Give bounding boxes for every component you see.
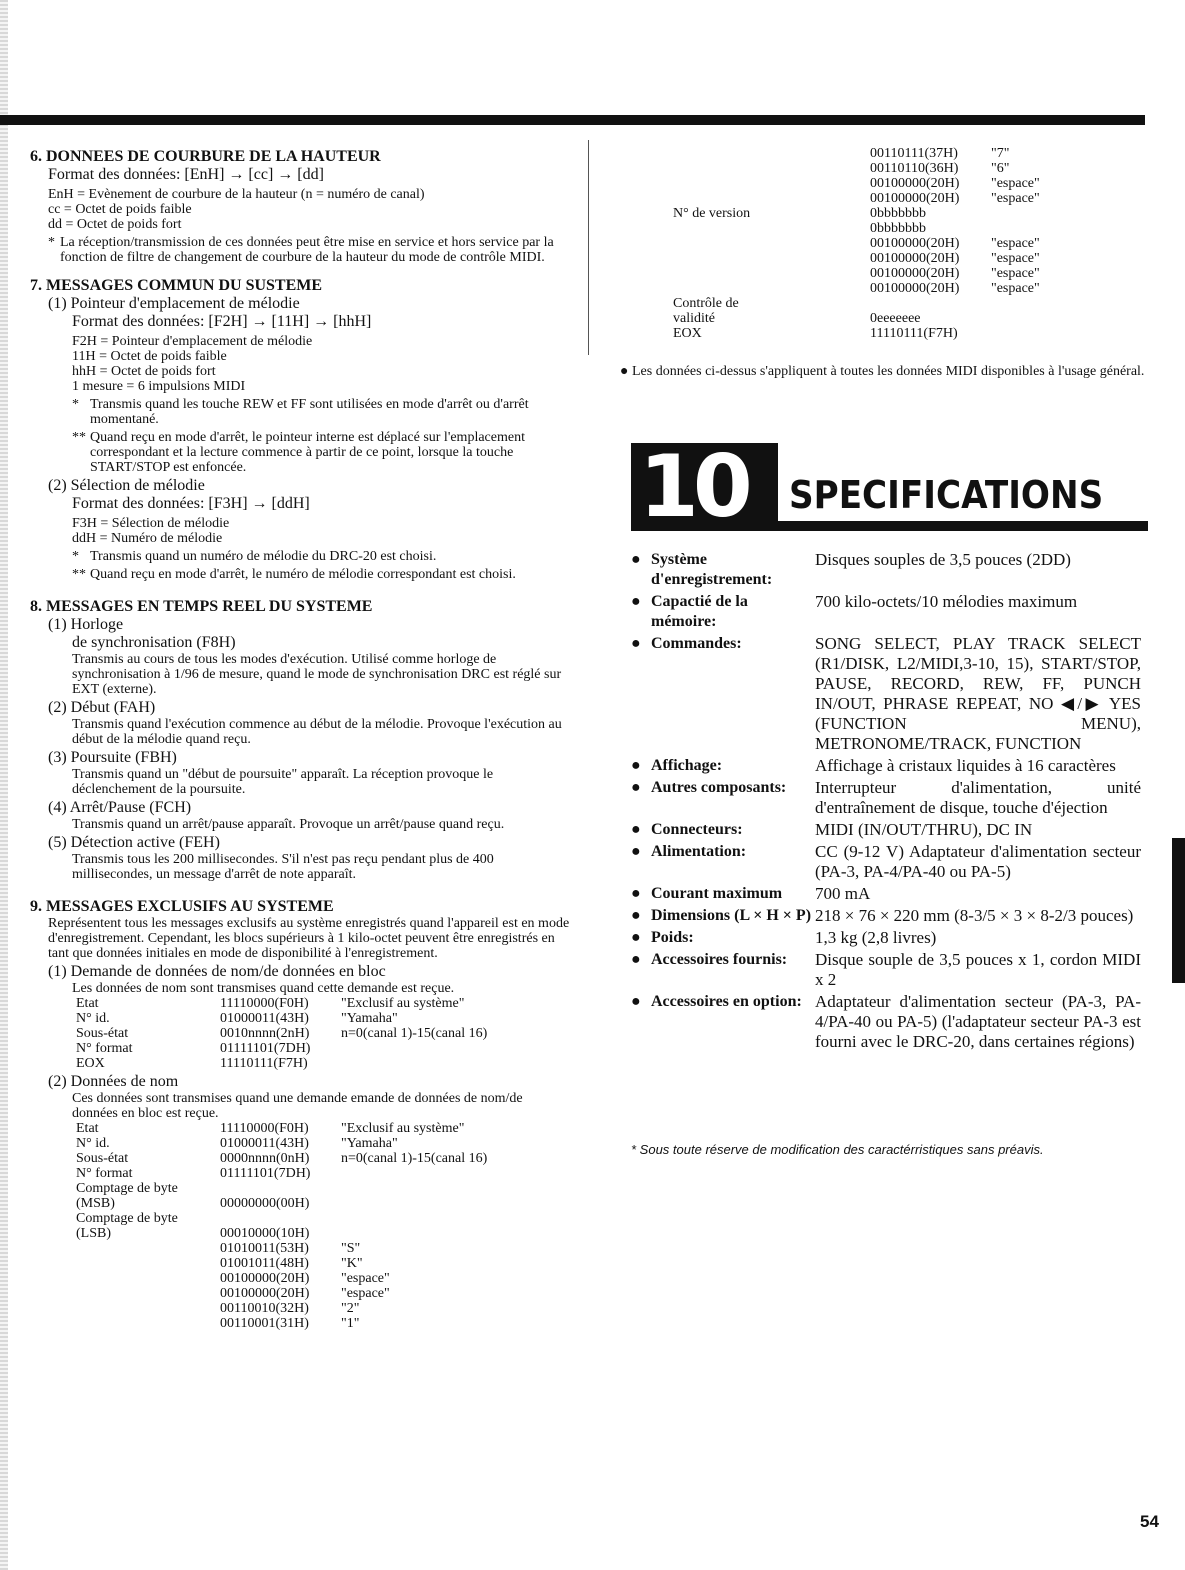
table-row (76, 1011, 487, 1026)
section-9-sub1-text: Les données de nom sont transmises quand cette demande est reçue. (72, 981, 455, 996)
value-meaning (991, 311, 1040, 326)
section-7-def: hhH = Octet de poids fort (72, 364, 216, 379)
table-row (673, 161, 1040, 176)
table-row (76, 1166, 487, 1181)
binary-value: 00110110(36H) (870, 161, 959, 176)
value-meaning: "Exclusif au système" (341, 996, 465, 1011)
value-meaning: "Yamaha" (341, 1011, 398, 1026)
section-9-sub1-title: (1) Demande de données de nom/de données en bloc (48, 963, 386, 980)
table-row (673, 266, 1040, 281)
field-label: EOX (76, 1056, 105, 1071)
section-7-sub2-format: Format des données: [F3H] → [ddH] (72, 495, 310, 512)
chapter-number-block (631, 437, 778, 537)
binary-value: 01000011(43H) (220, 1136, 309, 1151)
spec-label (631, 634, 815, 754)
spec-row (631, 550, 1141, 590)
field-label (673, 161, 870, 176)
table-row (76, 1241, 487, 1256)
value-meaning (341, 1196, 487, 1211)
section-7-note-text: Transmis quand les touche REW et FF sont utilisées en mode d'arrêt ou d'arrêt momentané. (90, 397, 529, 427)
spec-label-text: Connecteurs: (651, 821, 743, 838)
left-column (30, 148, 570, 1331)
binary-value: 11110000(F0H) (220, 996, 309, 1011)
value-meaning (341, 1166, 487, 1181)
spec-label (631, 884, 815, 904)
field-label: N° de version (673, 206, 751, 221)
spec-label-text: Affichage: (651, 757, 723, 774)
section-9-sub2-text: Ces données sont transmises quand une demande emande de données de nom/de données en bloc est reçue. (72, 1091, 523, 1121)
spec-label-text: Accessoires en option: (651, 993, 802, 1010)
value-meaning: "Exclusif au système" (341, 1121, 465, 1136)
spec-row (631, 884, 1141, 904)
bullet-icon: ● (620, 364, 629, 379)
spec-row (631, 842, 1141, 882)
spec-row (631, 820, 1141, 840)
right-note-text: Les données ci-dessus s'appliquent à toutes les données MIDI disponibles à l'usage général. (632, 364, 1145, 379)
field-label: Contrôle de (673, 296, 739, 311)
table-row (673, 176, 1040, 191)
binary-value: 00100000(20H) (870, 281, 960, 296)
table-row (673, 251, 1040, 266)
section-6-note-text: La réception/transmission de ces données peut être mise en service et hors service par la fonction de filtre de changement de courbure de la hauteur du mode de contrôle MIDI. (60, 235, 554, 265)
value-meaning: "espace" (991, 191, 1040, 206)
section-6 (30, 148, 570, 265)
spec-label-text: Poids: (651, 929, 694, 946)
binary-value: 01000011(43H) (220, 1011, 309, 1026)
field-label: EOX (673, 326, 702, 341)
chapter-header (631, 437, 1148, 537)
field-label (673, 236, 870, 251)
spec-label-text: Système d'enregistrement: (651, 551, 773, 588)
spec-label (631, 906, 815, 926)
value-meaning: "espace" (341, 1271, 390, 1286)
spec-value: CC (9-12 V) Adaptateur d'alimentation secteur (PA-3, PA-4/PA-40 ou PA-5) (815, 842, 1141, 881)
binary-value: 11110000(F0H) (220, 1121, 309, 1136)
binary-value: 00000000(00H) (220, 1196, 310, 1211)
spec-row (631, 928, 1141, 948)
table-row (673, 326, 1040, 341)
section-8-item-text: Transmis quand l'exécution commence au début de la mélodie. Provoque l'exécution au début de la mélodie quand reçu. (72, 717, 562, 747)
spec-label (631, 992, 815, 1052)
bullet-icon: ● (631, 757, 641, 774)
section-6-def: cc = Octet de poids faible (48, 202, 192, 217)
field-label (76, 1286, 220, 1301)
table-row (76, 1136, 487, 1151)
table-row (76, 1121, 487, 1136)
bullet-icon: ● (631, 843, 641, 860)
value-meaning (991, 296, 1040, 311)
field-label (673, 251, 870, 266)
bullet-icon: ● (631, 951, 641, 968)
value-meaning: "2" (341, 1301, 360, 1316)
section-8-item-title: (5) Détection active (FEH) (48, 834, 220, 851)
spec-label (631, 820, 815, 840)
section-7-note-text: Quand reçu en mode d'arrêt, le pointeur interne est déplacé sur l'emplacement correspondant et la lecture commence à partir de ce point, lorsque la touche START/STOP est enfoncée. (90, 430, 525, 475)
table-row (673, 221, 1040, 236)
binary-value: 00100000(20H) (220, 1286, 310, 1301)
field-label (673, 191, 870, 206)
spec-label (631, 928, 815, 948)
table-row (673, 296, 1040, 311)
spec-row (631, 634, 1141, 754)
spec-value: 1,3 kg (2,8 livres) (815, 928, 937, 947)
asterisk-mark: ** (72, 430, 86, 445)
table-row (76, 1301, 487, 1316)
binary-value (220, 1211, 341, 1226)
spec-label-text: Autres composants: (651, 779, 787, 796)
section-8 (30, 598, 570, 882)
chapter-title: SPECIFICATIONS (789, 473, 1104, 517)
bullet-icon: ● (631, 551, 641, 568)
section-9-sub2-title: (2) Données de nom (48, 1073, 179, 1090)
value-meaning (991, 221, 1040, 236)
spec-value: Interrupteur d'alimentation, unité d'entraînement de disque, touche d'éjection (815, 778, 1141, 817)
spec-row (631, 906, 1141, 926)
section-9-title: 9. MESSAGES EXCLUSIFS AU SYSTEME (30, 898, 334, 915)
binary-value: 01001011(48H) (220, 1256, 309, 1271)
table-row (673, 146, 1040, 161)
section-9-sub2-table (76, 1121, 487, 1331)
value-meaning: "Yamaha" (341, 1136, 398, 1151)
value-meaning: "espace" (991, 266, 1040, 281)
value-meaning (341, 1041, 487, 1056)
section-8-item-text: Transmis quand un "début de poursuite" apparaît. La réception provoque le déclenchement de la poursuite. (72, 767, 494, 797)
value-meaning: n=0(canal 1)-15(canal 16) (341, 1026, 488, 1041)
spec-label-text: Dimensions (L × H × P) (651, 907, 812, 924)
table-row (76, 1226, 487, 1241)
table-row (673, 281, 1040, 296)
section-7-note-text: Transmis quand un numéro de mélodie du DRC-20 est choisi. (90, 549, 437, 564)
value-meaning (991, 326, 1040, 341)
value-meaning (341, 1226, 487, 1241)
table-row (76, 1026, 487, 1041)
section-8-item-title: (4) Arrêt/Pause (FCH) (48, 799, 192, 816)
section-6-def: dd = Octet de poids fort (48, 217, 182, 232)
field-label (673, 266, 870, 281)
binary-value: 0bbbbbbb (870, 206, 926, 221)
spec-label (631, 756, 815, 776)
table-row (673, 206, 1040, 221)
field-label (673, 221, 870, 236)
binary-value (220, 1181, 341, 1196)
section-8-item-text: Transmis quand un arrêt/pause apparaît. Provoque un arrêt/pause quand reçu. (72, 817, 505, 832)
binary-value: 00110010(32H) (220, 1301, 309, 1316)
field-label: N° id. (76, 1011, 110, 1026)
thumb-tab (1172, 838, 1185, 983)
value-meaning: "6" (991, 161, 1010, 176)
table-row (76, 1286, 487, 1301)
binary-value: 0010nnnn(2nH) (220, 1026, 310, 1041)
field-label: Etat (76, 1121, 99, 1136)
section-6-note (48, 235, 570, 265)
value-meaning: n=0(canal 1)-15(canal 16) (341, 1151, 488, 1166)
section-7-title: 7. MESSAGES COMMUN DU SUSTEME (30, 277, 323, 294)
binary-value: 00100000(20H) (870, 176, 960, 191)
field-label: (MSB) (76, 1196, 115, 1211)
page-number: 54 (1140, 1512, 1159, 1531)
table-row (76, 1316, 487, 1331)
right-note (620, 363, 1150, 380)
spec-label-text: Courant maximum (651, 885, 783, 902)
footnote: * Sous toute réserve de modification des caractérristiques sans préavis. (631, 1142, 1044, 1157)
binary-value: 01111101(7DH) (220, 1166, 311, 1181)
value-meaning: "7" (991, 146, 1010, 161)
field-label: Comptage de byte (76, 1211, 178, 1226)
table-row (673, 236, 1040, 251)
binary-value: 00110111(37H) (870, 146, 958, 161)
table-row (76, 1151, 487, 1166)
field-label: Comptage de byte (76, 1181, 178, 1196)
spec-label-text: Accessoires fournis: (651, 951, 788, 968)
section-6-def: EnH = Evènement de courbure de la hauteur (n = numéro de canal) (48, 187, 425, 202)
section-7-def: 11H = Octet de poids faible (72, 349, 227, 364)
field-label (76, 1241, 220, 1256)
section-7 (30, 277, 570, 582)
binary-value (870, 296, 991, 311)
field-label (76, 1316, 220, 1331)
value-meaning: "1" (341, 1316, 360, 1331)
value-meaning: "espace" (991, 251, 1040, 266)
field-label: Sous-état (76, 1151, 129, 1166)
binary-value: 00100000(20H) (870, 236, 960, 251)
spec-label (631, 550, 815, 590)
binary-value: 00100000(20H) (220, 1271, 310, 1286)
spec-value: Disque souple de 3,5 pouces x 1, cordon MIDI x 2 (815, 950, 1141, 989)
field-label: N° format (76, 1166, 133, 1181)
section-7-note (72, 549, 570, 564)
chapter-number: 10 (639, 437, 747, 537)
field-label: N° id. (76, 1136, 110, 1151)
value-meaning: "espace" (991, 236, 1040, 251)
bullet-icon: ● (631, 593, 641, 610)
spec-row (631, 950, 1141, 990)
section-7-def: ddH = Numéro de mélodie (72, 531, 223, 546)
spec-label (631, 950, 815, 990)
top-rule (0, 115, 1145, 125)
spec-value: 700 kilo-octets/10 mélodies maximum (815, 592, 1078, 611)
section-7-sub1-title: (1) Pointeur d'emplacement de mélodie (48, 295, 300, 312)
field-label: N° format (76, 1041, 133, 1056)
section-8-title: 8. MESSAGES EN TEMPS REEL DU SYSTEME (30, 598, 373, 615)
binary-value: 0bbbbbbb (870, 221, 926, 236)
bullet-icon: ● (631, 907, 641, 924)
bullet-icon: ● (631, 993, 641, 1010)
scan-edge (0, 0, 8, 1570)
binary-value: 01111101(7DH) (220, 1041, 311, 1056)
binary-value: 11110111(F7H) (220, 1056, 308, 1071)
table-row (673, 311, 1040, 326)
binary-value: 00010000(10H) (220, 1226, 310, 1241)
asterisk-mark: * (48, 235, 55, 250)
table-row (76, 1256, 487, 1271)
value-meaning: "S" (341, 1241, 361, 1256)
value-meaning (341, 1211, 487, 1226)
bullet-icon: ● (631, 821, 641, 838)
asterisk-mark: ** (72, 567, 86, 582)
spec-value: 218 × 76 × 220 mm (8-3/5 × 3 × 8-2/3 pouces) (815, 906, 1134, 925)
section-9-sub1-table (76, 996, 487, 1071)
value-meaning (991, 206, 1040, 221)
table-row (76, 996, 487, 1011)
bullet-icon: ● (631, 779, 641, 796)
binary-value: 11110111(F7H) (870, 326, 958, 341)
section-7-sub2-title: (2) Sélection de mélodie (48, 477, 205, 494)
binary-value: 0000nnnn(0nH) (220, 1151, 310, 1166)
section-8-item-title: de synchronisation (F8H) (72, 634, 236, 651)
spec-label (631, 778, 815, 818)
asterisk-mark: * (72, 549, 79, 564)
table-row (673, 191, 1040, 206)
section-8-item-text: Transmis au cours de tous les modes d'exécution. Utilisé comme horloge de synchronisation à 1/96 de mesure, quand le mode de synchronisation DRC est réglé sur EXT (externe). (72, 652, 562, 697)
spec-label-text: Commandes: (651, 635, 742, 652)
field-label: Etat (76, 996, 99, 1011)
value-meaning: "espace" (991, 176, 1040, 191)
spec-label (631, 592, 815, 632)
section-6-title: 6. DONNEES DE COURBURE DE LA HAUTEUR (30, 148, 381, 165)
section-6-format: Format des données: [EnH] → [cc] → [dd] (48, 166, 324, 183)
section-8-item-text: Transmis tous les 200 millisecondes. S'il n'est pas reçu pendant plus de 400 millisecondes, un message d'arrêt de note apparaît. (72, 852, 494, 882)
specifications-list (631, 550, 1141, 1054)
table-row (76, 1271, 487, 1286)
spec-value: Adaptateur d'alimentation secteur (PA-3, PA-4/PA-40 ou PA-5) (l'adaptateur secteur PA-3 est fourni avec le DRC-20, dans certaines régions) (815, 992, 1141, 1051)
section-7-sub1-format: Format des données: [F2H] → [11H] → [hhH] (72, 313, 372, 330)
table-row (76, 1056, 487, 1071)
section-7-note (72, 567, 570, 582)
binary-value: 0eeeeeee (870, 311, 921, 326)
field-label (76, 1256, 220, 1271)
table-row (76, 1041, 487, 1056)
section-7-note (72, 397, 570, 427)
chapter-rule (778, 521, 1148, 531)
section-7-def: F3H = Sélection de mélodie (72, 516, 230, 531)
spec-label (631, 842, 815, 882)
bullet-icon: ● (631, 929, 641, 946)
value-meaning (341, 1181, 487, 1196)
spec-value: Disques souples de 3,5 pouces (2DD) (815, 550, 1071, 569)
field-label (673, 146, 870, 161)
field-label (673, 176, 870, 191)
value-meaning: "espace" (341, 1286, 390, 1301)
bullet-icon: ● (631, 635, 641, 652)
field-label (76, 1301, 220, 1316)
bullet-icon: ● (631, 885, 641, 902)
binary-value: 01010011(53H) (220, 1241, 309, 1256)
binary-value: 00100000(20H) (870, 266, 960, 281)
field-label (673, 281, 870, 296)
field-label: validité (673, 311, 715, 326)
table-row (76, 1181, 487, 1196)
spec-label-text: Capactié de la mémoire: (651, 593, 748, 630)
table-row (76, 1196, 487, 1211)
spec-row (631, 756, 1141, 776)
section-8-item-title: (3) Poursuite (FBH) (48, 749, 177, 766)
spec-value: SONG SELECT, PLAY TRACK SELECT (R1/DISK, L2/MIDI,3-10, 15), START/STOP, PAUSE, RECORD, REW, FF, PUNCH IN/OUT, PHRASE REPEAT, NO ◀/▶ YES (FUNCTION MENU), METRONOME/TRACK, FUNCTION (815, 634, 1141, 753)
table-row (76, 1211, 487, 1226)
binary-value: 00100000(20H) (870, 251, 960, 266)
spec-label-text: Alimentation: (651, 843, 747, 860)
spec-row (631, 992, 1141, 1052)
field-label: (LSB) (76, 1226, 111, 1241)
section-8-item-title: (1) Horloge (48, 616, 124, 633)
binary-value: 00100000(20H) (870, 191, 960, 206)
section-7-def: 1 mesure = 6 impulsions MIDI (72, 379, 246, 394)
binary-value: 00110001(31H) (220, 1316, 309, 1331)
value-meaning: "K" (341, 1256, 363, 1271)
asterisk-mark: * (72, 397, 79, 412)
spec-value: 700 mA (815, 884, 871, 903)
field-label (76, 1271, 220, 1286)
value-meaning: "espace" (991, 281, 1040, 296)
name-data-continued-table (673, 146, 1040, 341)
right-column (620, 146, 1150, 380)
spec-value: MIDI (IN/OUT/THRU), DC IN (815, 820, 1033, 839)
field-label: Sous-état (76, 1026, 129, 1041)
section-7-def: F2H = Pointeur d'emplacement de mélodie (72, 334, 313, 349)
section-9-intro: Représentent tous les messages exclusifs au système enregistrés quand l'appareil est en mode d'enregistrement. Cependant, les blocs supérieurs à 1 kilo-octet peuvent être enregistrés en tant que données initiales en mode de disponibilité à l'enregistrement. (48, 916, 570, 961)
spec-value: Affichage à cristaux liquides à 16 caractères (815, 756, 1116, 775)
column-divider (588, 140, 589, 355)
section-9 (30, 898, 570, 1331)
section-7-note (72, 430, 570, 475)
section-8-item-title: (2) Début (FAH) (48, 699, 156, 716)
value-meaning (341, 1056, 487, 1071)
spec-row (631, 592, 1141, 632)
section-7-note-text: Quand reçu en mode d'arrêt, le numéro de mélodie correspondant est choisi. (90, 567, 516, 582)
spec-row (631, 778, 1141, 818)
